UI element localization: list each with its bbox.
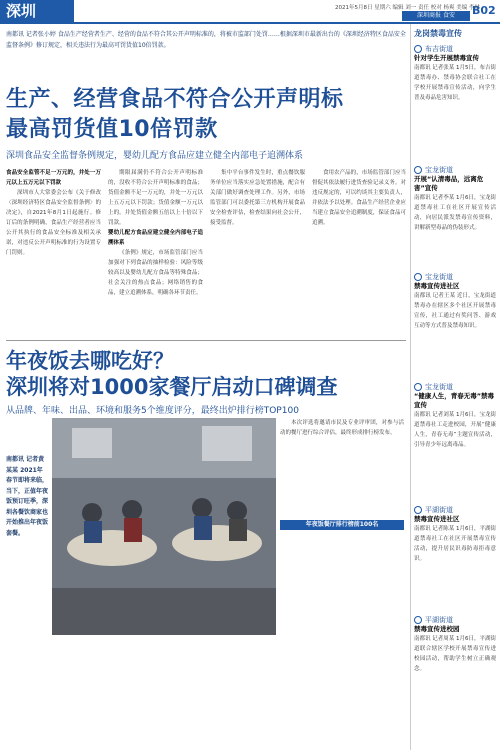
sidebar-divider xyxy=(410,24,411,750)
sidebar-loc: 布吉街道 xyxy=(414,44,496,54)
sidebar-loc: 平湖街道 xyxy=(414,615,496,625)
col2-head: 婴幼儿配方食品应建立健全内部电子追溯体系 xyxy=(108,230,203,246)
article2-title-line1: 年夜饭去哪吃好？ xyxy=(6,349,174,373)
sidebar-body: 南都讯 记者刘某 1月6日，宝龙街道禁毒社工走进校园，开展“健康人生，青春无毒”主题宣传活动，引导青少年远离毒品。 xyxy=(414,412,496,448)
sidebar-heading: 龙岗禁毒宣传 xyxy=(414,29,462,38)
sidebar-item xyxy=(414,615,496,674)
article2-title xyxy=(6,348,406,400)
restaurant-photo xyxy=(52,418,276,635)
sidebar-body: 南都讯 记者周某 1月6日，平湖街道联合辖区学校开展禁毒宣传进校园活动，帮助学生树立正确观念。 xyxy=(414,636,496,672)
location-dot-icon xyxy=(414,616,422,624)
article1-title xyxy=(6,85,406,145)
sidebar-item xyxy=(414,505,496,564)
article2-title-line2: 深圳将对1000家餐厅启动口碑调查 xyxy=(6,375,338,399)
article1-col3 xyxy=(210,168,305,228)
ranking-box-title: 年夜饭餐厅排行榜前100名 xyxy=(280,520,404,530)
article1-title-line2: 最高罚货值10倍罚款 xyxy=(6,117,218,142)
top-rule xyxy=(0,22,500,24)
location-dot-icon xyxy=(414,383,422,391)
photo-illustration xyxy=(52,418,276,635)
sidebar-loc: 宝龙街道 xyxy=(414,272,496,282)
article2-right-col xyxy=(280,418,404,438)
article2-box-text: 本次评选将邀请市民及专业评审团，对参与活动的餐厅进行综合评估，最终形成排行榜发布。 xyxy=(280,420,404,436)
col2b-text: 《条例》规定，市场监管部门应当加强对下列食品的抽样检验：风险等级较高以及婴幼儿配方食品等特殊食品；社会关注的热点食品；网络销售的食品，建立追溯体系，明确各环节责任。 xyxy=(108,250,203,296)
sidebar-title: “健康人生，青春无毒”禁毒宣传 xyxy=(414,392,495,409)
sidebar-body: 南都讯 记者张某 1月5日，布吉街道禁毒办、禁毒协会联合社工在学校开展禁毒宣传活动，向学生普及毒品危害知识。 xyxy=(414,65,496,101)
page-number: B02 xyxy=(472,4,496,17)
sidebar-body: 南都讯 记者陈某 1月6日，平湖街道禁毒社工在社区开展禁毒宣传活动，提升居民识毒防毒拒毒意识。 xyxy=(414,526,496,562)
sidebar-title: 开展“认清毒品，远离危害”宣传 xyxy=(414,175,484,192)
sidebar-body: 南都讯 记者王某 近日，宝龙街道禁毒办在辖区多个社区开展禁毒宣传，社工通过有奖问答、游戏互动等方式普及禁毒知识。 xyxy=(414,293,496,329)
sidebar-loc: 宝龙街道 xyxy=(414,165,496,175)
article1-title-line1: 生产、经营食品不符合公开声明标 xyxy=(6,87,344,112)
location-dot-icon xyxy=(414,45,422,53)
article1-col4 xyxy=(312,168,406,228)
location-dot-icon xyxy=(414,166,422,174)
sidebar-loc: 平湖街道 xyxy=(414,505,496,515)
sidebar-title: 禁毒宣传进社区 xyxy=(414,515,460,523)
brand-badge: 深圳商报 食安 xyxy=(402,11,470,21)
article1-lead: 南都讯 记者张小婷 食品生产经营者生产、经营的食品不符合其公开声明标准的，将被市监部门处罚……根据深圳市最新出台的《深圳经济特区食品安全监督条例》修订规定，相关违法行为最高可罚货值10倍罚款。 xyxy=(6,31,406,49)
location-dot-icon xyxy=(414,506,422,514)
article2-caption: 南都讯 记者黄某某 2021年春节即将来临，当下，正值年夜饭预订旺季，深圳各餐饮商家也开始推出年夜饭套餐。 xyxy=(6,456,49,537)
article1-subtitle: 深圳食品安全监督条例规定，婴幼儿配方食品应建立健全内部电子追溯体系 xyxy=(6,151,304,161)
section-divider xyxy=(6,340,406,341)
sidebar-title: 禁毒宣传进校园 xyxy=(414,625,460,633)
location-dot-icon xyxy=(414,273,422,281)
sidebar-title: 针对学生开展禁毒宣传 xyxy=(414,54,479,62)
sidebar-item xyxy=(414,382,496,450)
sidebar-item xyxy=(414,165,496,233)
article1-col2 xyxy=(108,168,203,298)
article1-col1 xyxy=(6,168,101,258)
col2-text: 期限届满仍不符合公开声明标准的，没收不符合公开声明标准的食品；货值金额不足一万元的，并处一万元以上五万元以下罚款；货值金额一万元以上的，并处货值金额五倍以上十倍以下罚款。 xyxy=(108,170,203,226)
col1-text: 深圳市人大常委会公布《关于修改〈深圳经济特区食品安全监督条例〉的决定》，自2021年8月1日起施行。修订后的条例明确，食品生产经营者应当公开其执行的食品安全标准及相关承诺，对违反公开声明标准的行为设置专门罚则。 xyxy=(6,190,101,256)
sidebar-item xyxy=(414,272,496,331)
sidebar-loc: 宝龙街道 xyxy=(414,382,496,392)
sidebar-body: 南都讯 记者李某 1月6日，宝龙街道禁毒社工在社区开展宣传活动，向居民派发禁毒宣传资料，讲解新型毒品的伪装形式。 xyxy=(414,195,496,231)
col4-text: 食用农产品的，市场监管部门应当督促其依法履行进货查验记录义务。对违反规定的，可以约谈其主要负责人，并依法予以处理。食品生产经营企业应当建立食品安全追溯制度，保证食品可追溯。 xyxy=(312,170,406,226)
header-info: 2021年5月8日 星期六 编辑 刘一 责任 校对 杨爽 美编 李林 xyxy=(335,5,480,11)
sidebar-item xyxy=(414,44,496,103)
section-tag: 深圳 xyxy=(0,0,74,22)
col1-head: 食品安全监管不足一万元的，并处一万元以上五万元以下罚款 xyxy=(6,170,101,186)
article2-subtitle: 从品牌、年味、出品、环境和服务5个维度评分，最终出炉排行榜TOP100 xyxy=(6,406,299,416)
sidebar-title: 禁毒宣传进社区 xyxy=(414,282,460,290)
col3-text: 集中平台事件发生时，重点餐饮服务单位应当落实应急处置措施，配合有关部门做好调查处理工作。另外，市场监管部门可以委托第三方机构开展食品安全检查评估，检查结果向社会公开，接受监督。 xyxy=(210,170,305,226)
